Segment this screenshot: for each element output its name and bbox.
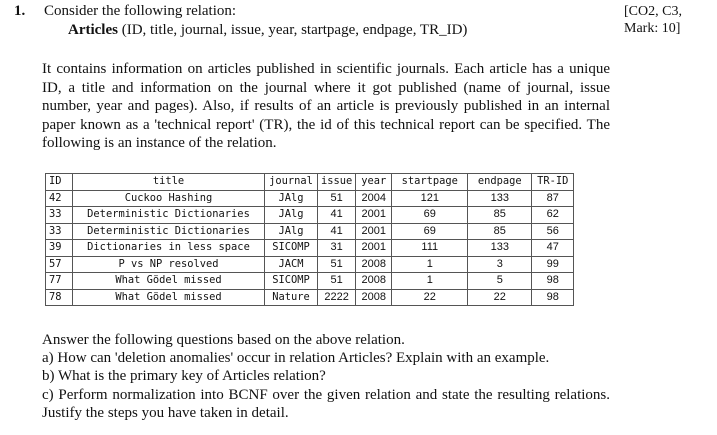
cell-id: 33: [46, 207, 73, 224]
table-row: [46, 223, 574, 240]
table-row: [46, 273, 574, 290]
relation-description: It contains information on articles published in scientific journals. Each article has a unique ID, a title and information on the journal where it got published (name of journal, issue number, year and pages). Also, if results of an article is previously published in an internal paper known as a 'technical report' (TR), the id of this technical report can be specified. The following is an instance of the relation.: [42, 61, 610, 151]
cell-tr-id: 98: [532, 273, 574, 290]
relation-attributes: (ID, title, journal, issue, year, startpage, endpage, TR_ID): [121, 22, 468, 38]
cell-startpage: 69: [392, 223, 468, 240]
header-tr-id: TR-ID: [532, 174, 574, 191]
cell-tr-id: 47: [532, 240, 574, 257]
cell-tr-id: 98: [532, 289, 574, 306]
cell-id: 57: [46, 256, 73, 273]
cell-journal: JAlg: [265, 207, 318, 224]
table-row: [46, 207, 574, 224]
cell-title: Dictionaries in less space: [73, 240, 265, 257]
cell-id: 39: [46, 240, 73, 257]
header-journal: journal: [265, 174, 318, 191]
cell-journal: SICOMP: [265, 273, 318, 290]
cell-endpage: 5: [468, 273, 532, 290]
cell-issue: 31: [318, 240, 356, 257]
cell-issue: 51: [318, 256, 356, 273]
cell-id: 78: [46, 289, 73, 306]
cell-endpage: 133: [468, 240, 532, 257]
marks-info: [624, 3, 682, 37]
cell-issue: 51: [318, 190, 356, 207]
question-b: b) What is the primary key of Articles relation?: [42, 368, 326, 385]
cell-title: Deterministic Dictionaries: [73, 207, 265, 224]
question-a: a) How can 'deletion anomalies' occur in relation Articles? Explain with an example.: [42, 350, 550, 367]
table-row: [46, 190, 574, 207]
cell-id: 42: [46, 190, 73, 207]
relation-instance-table: [45, 173, 574, 306]
cell-startpage: 1: [392, 273, 468, 290]
cell-startpage: 111: [392, 240, 468, 257]
table-row: [46, 240, 574, 257]
cell-title: What Gödel missed: [73, 273, 265, 290]
cell-tr-id: 56: [532, 223, 574, 240]
cell-tr-id: 87: [532, 190, 574, 207]
cell-year: 2008: [356, 256, 392, 273]
question-c: c) Perform normalization into BCNF over the given relation and state the resulting relations. Justify the steps you have taken in detail.: [42, 386, 610, 421]
cell-issue: 51: [318, 273, 356, 290]
cell-year: 2001: [356, 240, 392, 257]
relation-name: Articles: [68, 22, 118, 38]
cell-issue: 2222: [318, 289, 356, 306]
cell-issue: 41: [318, 207, 356, 224]
header-endpage: endpage: [468, 174, 532, 191]
relation-schema: [68, 22, 467, 39]
question-intro: Consider the following relation:: [44, 3, 237, 19]
cell-title: P vs NP resolved: [73, 256, 265, 273]
cell-journal: Nature: [265, 289, 318, 306]
header-startpage: startpage: [392, 174, 468, 191]
cell-id: 33: [46, 223, 73, 240]
cell-journal: JACM: [265, 256, 318, 273]
cell-endpage: 85: [468, 207, 532, 224]
cell-startpage: 1: [392, 256, 468, 273]
cell-startpage: 22: [392, 289, 468, 306]
marks-line-1: [CO2, C3,: [624, 4, 682, 19]
cell-id: 77: [46, 273, 73, 290]
header-issue: issue: [318, 174, 356, 191]
cell-startpage: 121: [392, 190, 468, 207]
table-row: [46, 256, 574, 273]
cell-journal: JAlg: [265, 190, 318, 207]
answer-section: [42, 331, 610, 422]
cell-title: Cuckoo Hashing: [73, 190, 265, 207]
cell-title: What Gödel missed: [73, 289, 265, 306]
cell-year: 2008: [356, 273, 392, 290]
header-title: title: [73, 174, 265, 191]
cell-endpage: 22: [468, 289, 532, 306]
cell-tr-id: 99: [532, 256, 574, 273]
cell-year: 2008: [356, 289, 392, 306]
cell-endpage: 133: [468, 190, 532, 207]
cell-title: Deterministic Dictionaries: [73, 223, 265, 240]
cell-year: 2004: [356, 190, 392, 207]
table-row: [46, 289, 574, 306]
header-year: year: [356, 174, 392, 191]
cell-issue: 41: [318, 223, 356, 240]
cell-journal: SICOMP: [265, 240, 318, 257]
answer-intro: Answer the following questions based on the above relation.: [42, 332, 405, 348]
cell-endpage: 3: [468, 256, 532, 273]
cell-journal: JAlg: [265, 223, 318, 240]
question-number: 1.: [14, 3, 26, 19]
cell-startpage: 69: [392, 207, 468, 224]
header-id: ID: [46, 174, 73, 191]
cell-tr-id: 62: [532, 207, 574, 224]
table-header-row: [46, 174, 574, 191]
cell-year: 2001: [356, 207, 392, 224]
cell-endpage: 85: [468, 223, 532, 240]
cell-year: 2001: [356, 223, 392, 240]
marks-line-2: Mark: 10]: [624, 21, 681, 36]
